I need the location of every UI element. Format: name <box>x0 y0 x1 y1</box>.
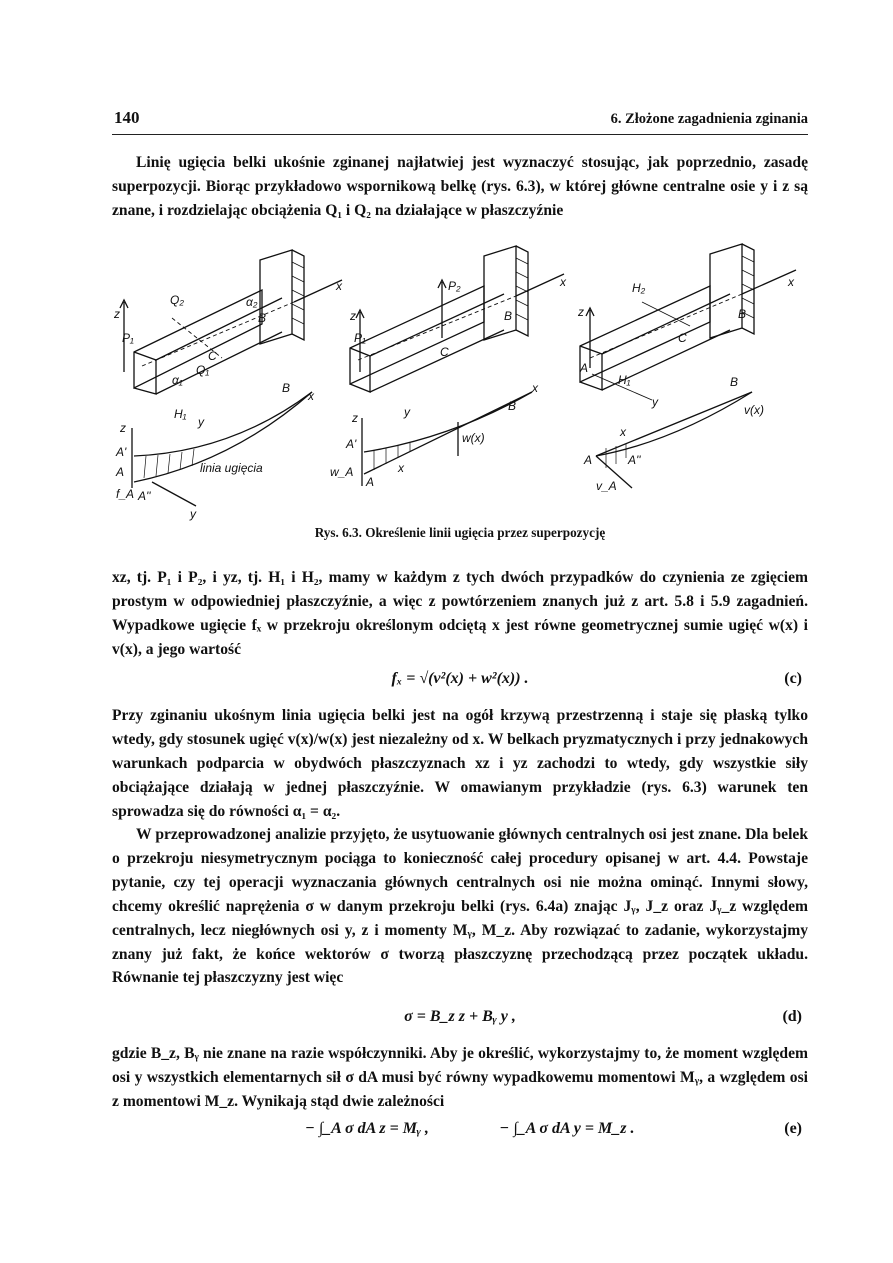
panel3-z-label: z <box>578 305 584 319</box>
panel3-H1-label: H₁ <box>618 373 631 387</box>
panel3-B2-label: B <box>730 375 739 389</box>
paragraph-5: gdzie B_z, Bᵧ nie znane na razie współczynniki. Aby je określić, wykorzystajmy to, że moment względem osi y wszystkich elementarnych sił σ dA musi być równy wypadkowemu momentowi Mᵧ, a względem osi z momentowi M_z. Wynikają stąd dwie zależności <box>112 1045 808 1110</box>
equation-d-formula: σ = B_z z + Bᵧ y , <box>404 1008 516 1025</box>
panel3-vA-label: v_A <box>596 479 617 493</box>
panel2-C-label: C <box>440 345 449 359</box>
chapter-title: 6. Złożone zagadnienia zginania <box>610 111 808 127</box>
page-number: 140 <box>114 108 140 127</box>
load-H1-label: H₁ <box>174 407 187 421</box>
panel2-z2-label: z <box>352 411 358 425</box>
panel3-x-label: x <box>788 275 794 289</box>
axis-y2-label: y <box>190 507 196 521</box>
panel3-C-label: C <box>678 331 687 345</box>
equation-d-number: (d) <box>782 1008 802 1025</box>
paragraph-1: Linię ugięcia belki ukośnie zginanej najłatwiej jest wyznaczyć stosując, jak poprzednio, zasadę superpozycji. Biorąc przykładowo wspornikową belkę (rys. 6.3), w której główne centralne osie y i z są znane, i rozdzielając obciążenia Q₁ i Q₂ na działające w płaszczyźnie <box>112 154 808 219</box>
deflection-line-label: linia ugięcia <box>200 461 263 475</box>
figure-caption: Rys. 6.3. Określenie linii ugięcia przez superpozycję <box>314 525 606 540</box>
angle-alpha1-label: α₁ <box>172 373 183 387</box>
point-A-prime-label: A' <box>116 445 127 459</box>
panel2-P1-label: P₁ <box>354 331 366 345</box>
panel2-x3-label: x <box>532 381 538 395</box>
point-A-label: A <box>116 465 125 479</box>
panel3-y-label: y <box>652 395 658 409</box>
panel3-A-label: A <box>580 361 589 375</box>
panel3-A-dprime-label: A'' <box>628 453 641 467</box>
panel2-y-label: y <box>404 405 410 419</box>
panel2-P2-label: P₂ <box>448 279 461 293</box>
axis-x2-label: x <box>308 389 314 403</box>
equation-c-number: (c) <box>784 670 802 687</box>
panel2-wx-label: w(x) <box>462 431 485 445</box>
axis-z-label: z <box>114 307 120 321</box>
point-B-label: B <box>258 311 267 325</box>
panel3-x2-label: x <box>620 425 626 439</box>
axis-x-label: x <box>336 279 342 293</box>
equation-d <box>112 1008 808 1034</box>
panel3-H2-label: H₂ <box>632 281 646 295</box>
equation-c <box>112 670 808 696</box>
figure-6-3 <box>112 242 808 522</box>
load-Q2-label: Q₂ <box>170 293 184 307</box>
panel2-A-label: A <box>366 475 375 489</box>
equation-e-number: (e) <box>784 1120 802 1137</box>
equation-e-formula-1: − ∫_A σ dA z = Mᵧ , <box>305 1120 429 1137</box>
panel3-B-label: B <box>738 307 747 321</box>
load-Q1-label: Q₁ <box>196 363 210 377</box>
paragraph-4: W przeprowadzonej analizie przyjęto, że usytuowanie głównych centralnych osi jest znane. Dla belek o przekroju niesymetrycznym pociąga to konieczność całej procedury opisanej w art. 4.4. Powstaje pytanie, czy tej operacji wyznaczania głównych centralnych osi nie można ominąć. Innymi słowy, chcemy określić naprężenia σ w danym przekroju belki (rys. 6.4a) znając Jᵧ, J_z oraz Jᵧ_z względem centralnych, lecz niegłównych osi y, z i momenty Mᵧ, M_z. Aby rozwiązać to zadanie, wykorzystajmy znany już fakt, że końce wektorów σ tworzą płaszczyznę przechodzącą przez początek układu. Równanie tej płaszczyzny jest więc <box>112 826 808 987</box>
panel2-x2-label: x <box>398 461 404 475</box>
axis-z2-label: z <box>120 421 126 435</box>
panel3-vx-label: v(x) <box>744 403 764 417</box>
panel2-axis-z-label: z <box>350 309 356 323</box>
equation-e <box>112 1120 808 1146</box>
point-C-label: C <box>208 349 217 363</box>
figure-panel-3 <box>577 244 796 493</box>
panel2-A-prime-label: A' <box>346 437 357 451</box>
paragraph-2: xz, tj. P₁ i P₂, i yz, tj. H₁ i H₂, mamy w każdym z tych dwóch przypadków do czynienia ze zgięciem prostym w odpowiedniej płaszczyźnie, a więc z powtórzeniem znanych już z art. 5.8 i 5.9 zagadnień. Wypadkowe ugięcie fₓ w przekroju określonym odciętą x jest równe geometrycznej sumie ugięć w(x) i v(x), a jego wartość <box>112 569 808 658</box>
point-B2-label: B <box>282 381 291 395</box>
panel2-wA-label: w_A <box>330 465 354 479</box>
running-header <box>112 108 808 135</box>
panel2-B-label: B <box>504 309 513 323</box>
panel3-A2-label: A <box>584 453 593 467</box>
axis-y-label: y <box>198 415 204 429</box>
load-P1-label: P₁ <box>122 331 134 345</box>
deflection-fA-label: f_A <box>116 487 135 501</box>
panel2-B2-label: B <box>508 399 517 413</box>
figure-panel-2 <box>330 246 567 489</box>
angle-alpha2-label: α₂ <box>246 295 258 309</box>
point-A-dprime-label: A'' <box>138 489 151 503</box>
figure-panel-1 <box>113 250 343 521</box>
equation-c-formula: fₓ = √(v²(x) + w²(x)) . <box>391 670 529 687</box>
paragraph-3: Przy zginaniu ukośnym linia ugięcia belki jest na ogół krzywą przestrzenną i staje się płaską tylko wtedy, gdy stosunek ugięć v(x)/w(x) jest niezależny od x. W belkach pryzmatycznych i przy jednakowych warunkach podparcia w obydwóch płaszczyznach xz i yz zachodzi to wtedy, gdy wszystkie siły obciążające działają w jednej płaszczyźnie. W omawianym przykładzie (rys. 6.3) warunek ten sprowadza się do równości α₁ = α₂. <box>112 707 808 820</box>
panel2-x-label: x <box>560 275 566 289</box>
equation-e-formula-2: − ∫_A σ dA y = M_z . <box>499 1120 635 1137</box>
